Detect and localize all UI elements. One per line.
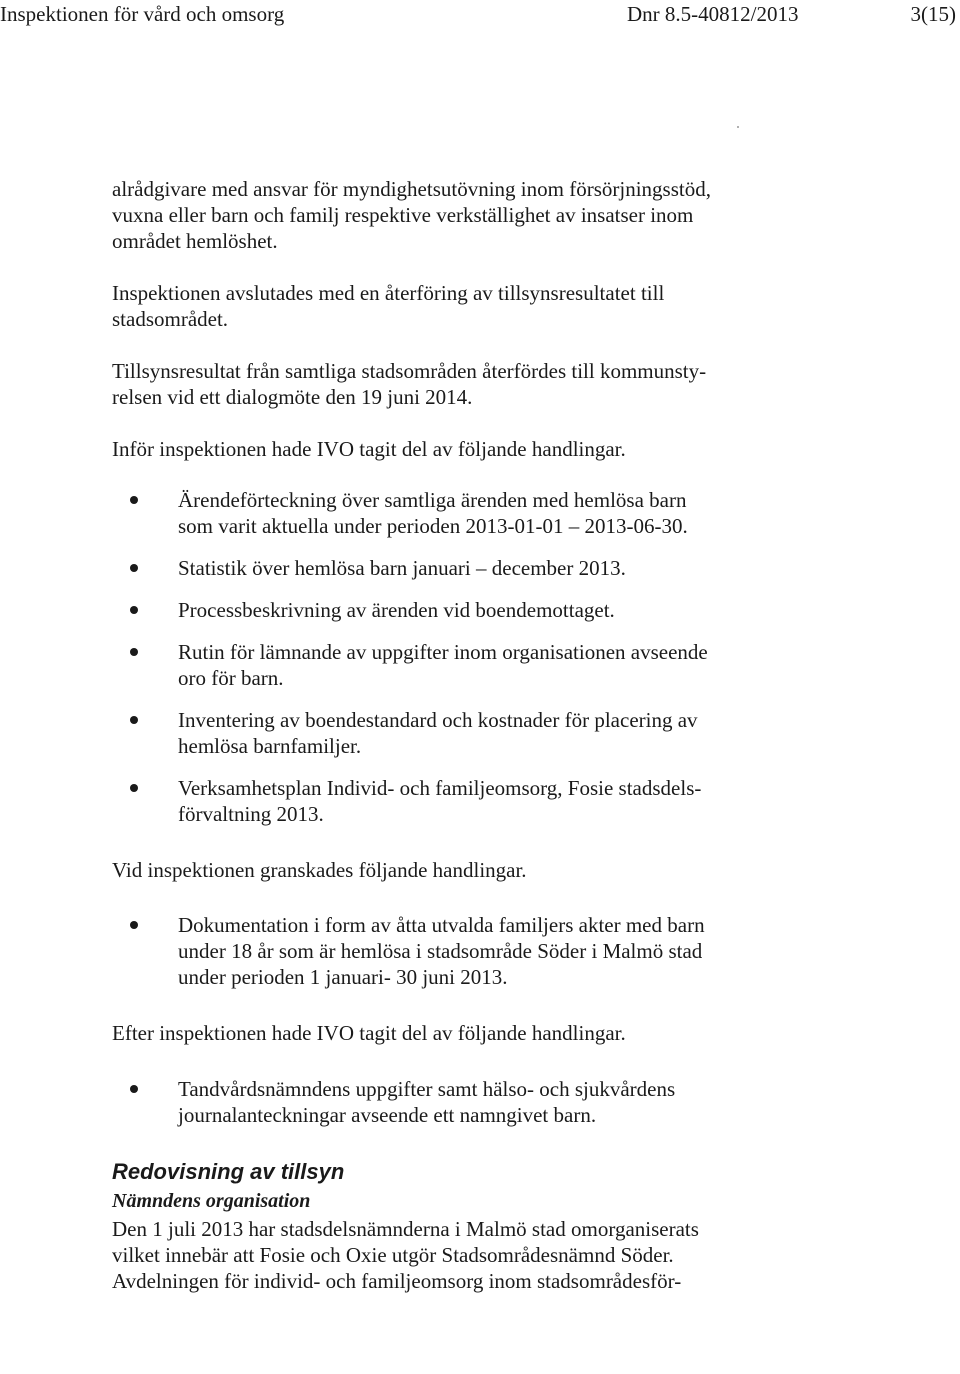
bullet-icon <box>130 1085 138 1093</box>
paragraph-results: Tillsynsresultat från samtliga stadsområden återfördes till kommunsty- relsen vid ett dialogmöte den 19 juni 2014. <box>112 359 707 409</box>
paragraph-before-inspection: Inför inspektionen hade IVO tagit del av följande handlingar. <box>112 437 626 461</box>
list-item <box>112 597 942 623</box>
list-item-text: Tandvårdsnämndens uppgifter samt hälso- och sjukvårdens journalanteckningar avseende ett namngivet barn. <box>178 1077 676 1127</box>
organization-name: Inspektionen för vård och omsorg <box>0 2 285 26</box>
bullet-icon <box>130 564 138 572</box>
list-item <box>112 555 942 581</box>
paragraph-after-inspection: Efter inspektionen hade IVO tagit del av följande handlingar. <box>112 1021 626 1045</box>
list-item-text: Verksamhetsplan Individ- och familjeomsorg, Fosie stadsdels- förvaltning 2013. <box>178 776 702 826</box>
list-item <box>112 707 942 759</box>
list-item <box>112 775 942 827</box>
document-body <box>112 176 942 1294</box>
documents-before-list <box>112 487 942 827</box>
section-heading: Redovisning av tillsyn <box>112 1159 345 1184</box>
paragraph-intro: alrådgivare med ansvar för myndighetsutövning inom försörjningsstöd, vuxna eller barn och familj respektive verkställighet av insatser inom området hemlöshet. <box>112 177 711 253</box>
list-item-text: Dokumentation i form av åtta utvalda familjers akter med barn under 18 år som är hemlösa i stadsområde Söder i Malmö stad under perioden 1 januari- 30 juni 2013. <box>178 913 705 989</box>
bullet-icon <box>130 921 138 929</box>
list-item <box>112 487 942 539</box>
list-item <box>112 639 942 691</box>
bullet-icon <box>130 606 138 614</box>
scan-speck <box>737 126 739 128</box>
bullet-icon <box>130 716 138 724</box>
documents-after-list <box>112 1076 942 1128</box>
list-item <box>112 912 942 990</box>
list-item <box>112 1076 942 1128</box>
list-item-text: Rutin för lämnande av uppgifter inom organisationen avseende oro för barn. <box>178 640 708 690</box>
bullet-icon <box>130 648 138 656</box>
bullet-icon <box>130 784 138 792</box>
document-number: Dnr 8.5-40812/2013 <box>627 2 799 26</box>
documents-during-list <box>112 912 942 990</box>
paragraph-organization: Den 1 juli 2013 har stadsdelsnämnderna i Malmö stad omorganiserats vilket innebär att Fosie och Oxie utgör Stadsområdesnämnd Söder. Avdelningen för individ- och familjeomsorg inom stadsområdesför- <box>112 1217 699 1293</box>
page-header <box>0 0 960 30</box>
page-number: 3(15) <box>910 2 956 26</box>
list-item-text: Inventering av boendestandard och kostnader för placering av hemlösa barnfamiljer. <box>178 708 698 758</box>
list-item-text: Ärendeförteckning över samtliga ärenden med hemlösa barn som varit aktuella under perioden 2013-01-01 – 2013-06-30. <box>178 488 688 538</box>
paragraph-inspection-end: Inspektionen avslutades med en återföring av tillsynsresultatet till stadsområdet. <box>112 281 665 331</box>
list-item-text: Statistik över hemlösa barn januari – december 2013. <box>178 556 626 580</box>
subsection-heading: Nämndens organisation <box>112 1190 311 1212</box>
bullet-icon <box>130 496 138 504</box>
list-item-text: Processbeskrivning av ärenden vid boendemottaget. <box>178 598 615 622</box>
paragraph-during-inspection: Vid inspektionen granskades följande handlingar. <box>112 858 527 882</box>
